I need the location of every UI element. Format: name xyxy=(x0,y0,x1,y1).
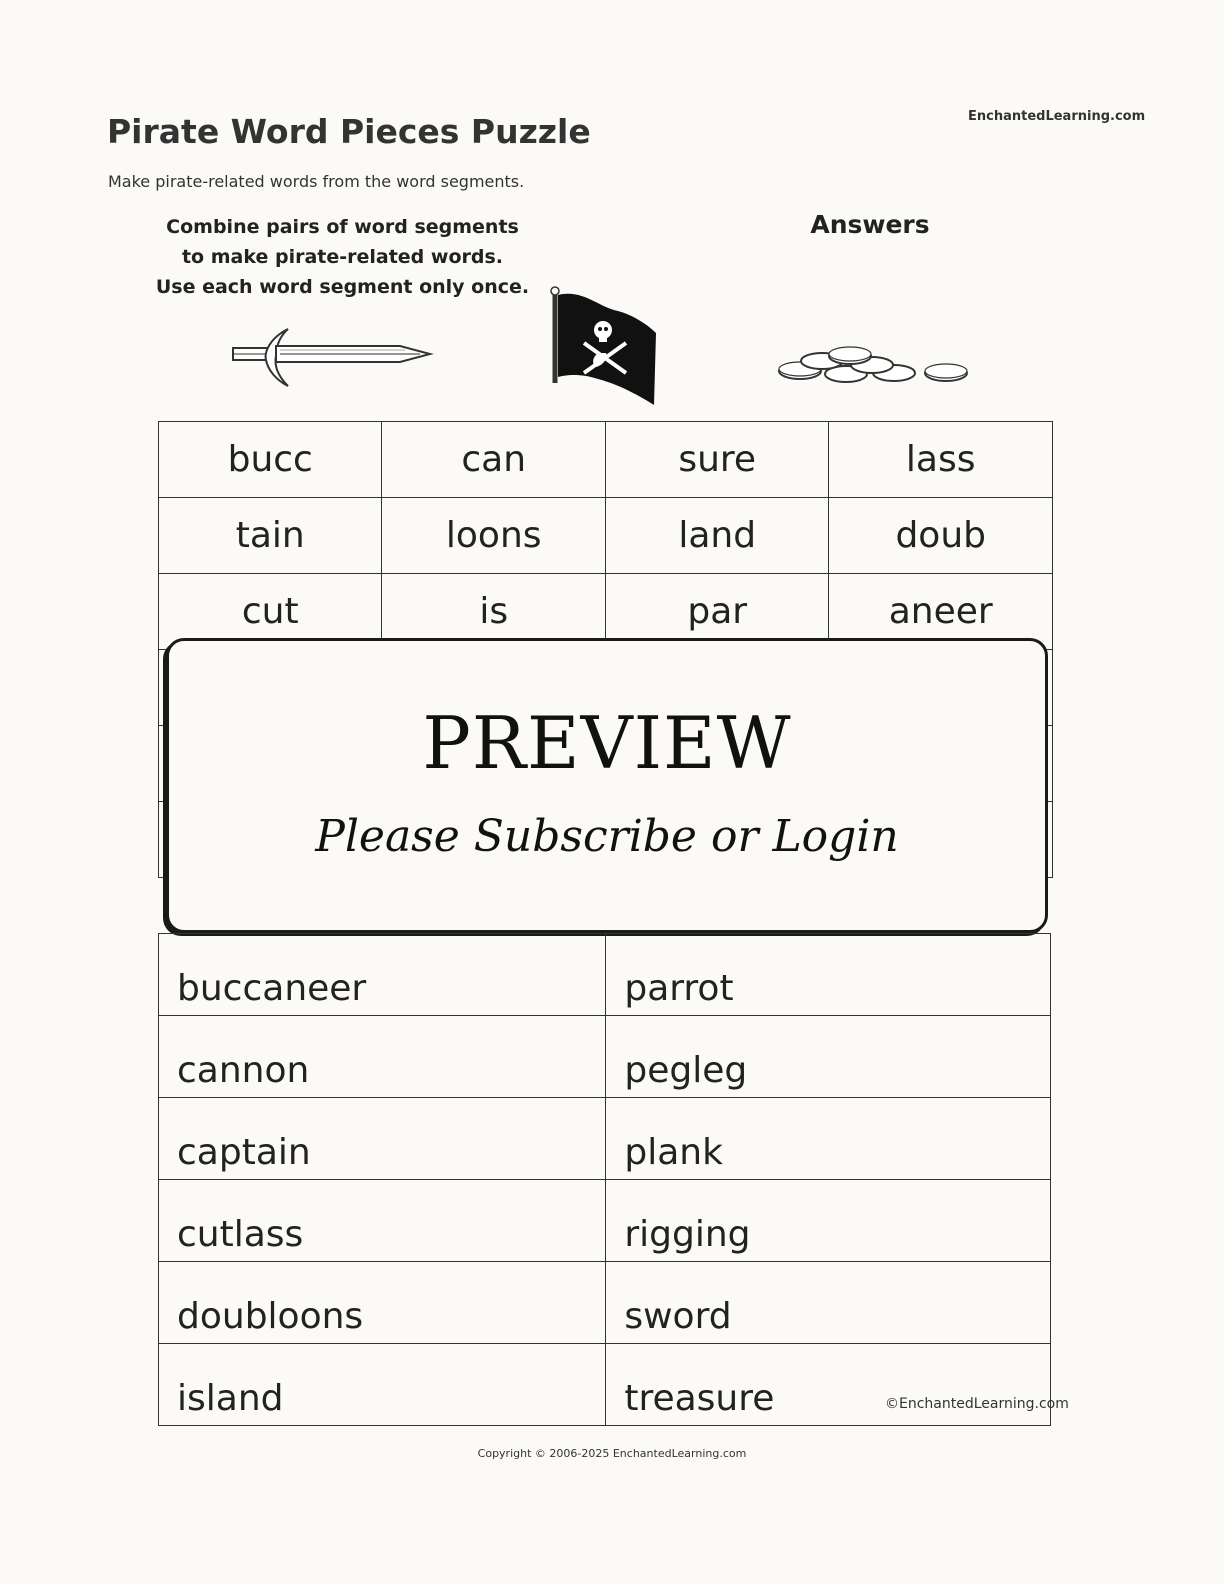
page-subtitle: Make pirate-related words from the word segments. xyxy=(108,172,525,191)
segment-cell: can xyxy=(382,422,606,498)
table-row xyxy=(159,498,1053,574)
table-row xyxy=(159,934,1051,1016)
page-title: Pirate Word Pieces Puzzle xyxy=(107,112,591,151)
site-link[interactable]: EnchantedLearning.com xyxy=(968,109,1146,124)
pirate-flag-icon xyxy=(548,285,660,407)
answers-table xyxy=(158,933,1051,1426)
instruction-line: Combine pairs of word segments xyxy=(166,216,519,238)
copyright: Copyright © 2006-2025 EnchantedLearning.com xyxy=(477,1447,747,1460)
preview-title: PREVIEW xyxy=(422,701,792,785)
sword-icon xyxy=(230,326,435,388)
segment-cell: par xyxy=(605,574,828,650)
segment-cell: is xyxy=(382,574,606,650)
segment-cell: cut xyxy=(159,574,382,650)
answer-cell: cannon xyxy=(159,1016,606,1098)
coins-icon xyxy=(776,344,972,386)
instructions xyxy=(150,212,535,302)
preview-subscribe-link[interactable]: Please Subscribe or Login xyxy=(315,811,899,862)
answers-heading: Answers xyxy=(810,210,930,239)
table-row xyxy=(159,1344,1051,1426)
answer-cell: pegleg xyxy=(606,1016,1051,1098)
segment-cell: doub xyxy=(829,498,1053,574)
segment-cell: sure xyxy=(605,422,828,498)
answer-cell: sword xyxy=(606,1262,1051,1344)
table-row xyxy=(159,1180,1051,1262)
answer-cell: rigging xyxy=(606,1180,1051,1262)
instruction-line: Use each word segment only once. xyxy=(155,276,530,298)
answer-cell: plank xyxy=(606,1098,1051,1180)
segment-cell: loons xyxy=(382,498,606,574)
segment-cell: aneer xyxy=(829,574,1053,650)
segment-cell: land xyxy=(605,498,828,574)
answer-cell: island xyxy=(159,1344,606,1426)
preview-overlay[interactable] xyxy=(166,638,1048,933)
answer-cell: buccaneer xyxy=(159,934,606,1016)
table-row xyxy=(159,1016,1051,1098)
answer-cell: cutlass xyxy=(159,1180,606,1262)
table-row xyxy=(159,422,1053,498)
instruction-line: to make pirate-related words. xyxy=(181,246,504,268)
segment-cell: bucc xyxy=(159,422,382,498)
answer-cell: captain xyxy=(159,1098,606,1180)
answer-cell: treasure xyxy=(606,1344,1051,1426)
table-row xyxy=(159,1262,1051,1344)
segment-cell: tain xyxy=(159,498,382,574)
worksheet-credit: ©EnchantedLearning.com xyxy=(885,1396,1069,1412)
answer-cell: doubloons xyxy=(159,1262,606,1344)
segment-cell: lass xyxy=(829,422,1053,498)
answer-cell: parrot xyxy=(606,934,1051,1016)
table-row xyxy=(159,1098,1051,1180)
